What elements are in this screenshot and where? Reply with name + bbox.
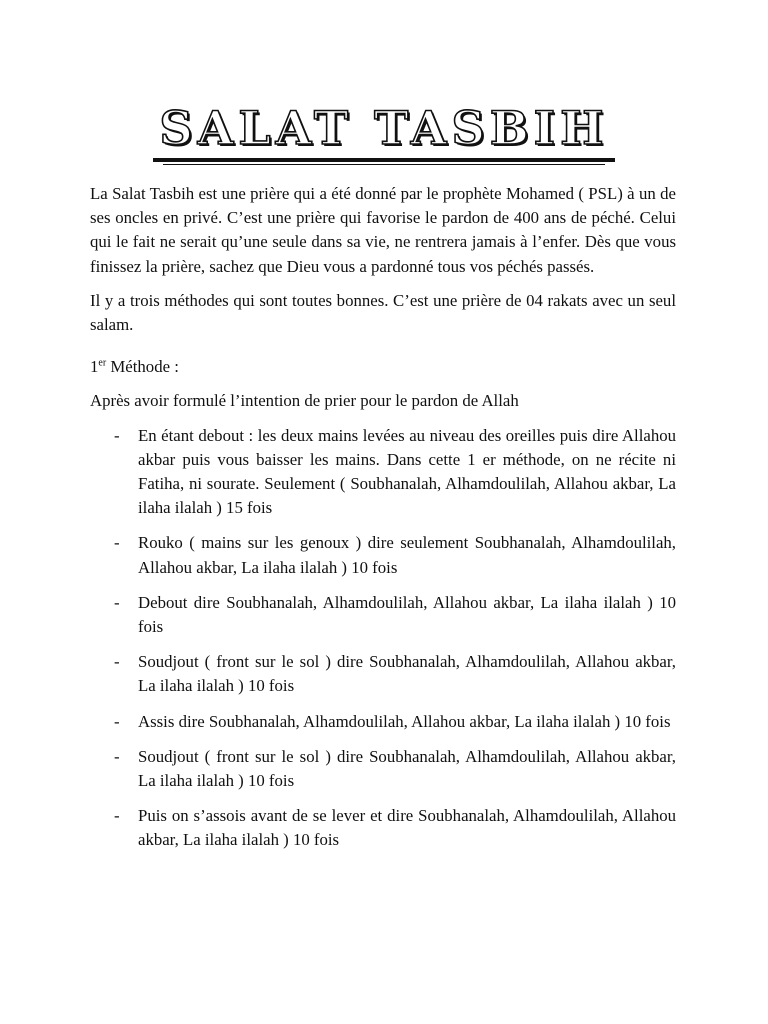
- steps-list: [90, 424, 676, 853]
- list-item: [90, 745, 676, 793]
- step-text: Rouko ( mains sur les genoux ) dire seulement Soubhanalah, Alhamdoulilah, Allahou akbar, La ilaha ilalah ) 10 fois: [138, 533, 676, 577]
- step-text: Soudjout ( front sur le sol ) dire Soubhanalah, Alhamdoulilah, Allahou akbar, La ilaha ilalah ) 10 fois: [138, 746, 676, 791]
- page-title: SALAT TASBIH: [153, 98, 614, 162]
- intro-paragraph-1: La Salat Tasbih est une prière qui a été donné par le prophète Mohamed ( PSL) à un de ses oncles en privé. C’est une prière qui favorise le pardon de 400 ans de péché. Celui qui le fait ne serait qu’une seule dans sa vie, ne rentrera jamais à l’enfer. Dès que vous finissez la prière, sachez que Dieu vous a pardonné tous vos péchés passés.: [90, 184, 676, 276]
- method-number-superscript: er: [98, 357, 107, 369]
- method-label: Méthode :: [110, 357, 179, 377]
- step-text: En étant debout : les deux mains levées au niveau des oreilles puis dire Allahou akbar puis vous baisser les mains. Dans cette 1 er méthode, on ne récite ni Fatiha, ni sourate. Seulement ( Soubhanalah, Alhamdoulilah, Allahou akbar, La ilaha ilalah ) 15 fois: [138, 425, 676, 518]
- bullet-dash: -: [114, 746, 120, 766]
- bullet-dash: -: [114, 806, 120, 826]
- intro-paragraph-2: Il y a trois méthodes qui sont toutes bonnes. C’est une prière de 04 rakats avec un seul salam.: [90, 290, 676, 335]
- bullet-dash: -: [114, 711, 120, 731]
- bullet-dash: -: [114, 592, 120, 612]
- list-item: [90, 650, 676, 698]
- step-text: Puis on s’assois avant de se lever et dire Soubhanalah, Alhamdoulilah, Allahou akbar, La ilaha ilalah ) 10 fois: [138, 806, 676, 850]
- method-heading: [90, 355, 676, 379]
- bullet-dash: -: [114, 425, 120, 445]
- step-text: Soudjout ( front sur le sol ) dire Soubhanalah, Alhamdoulilah, Allahou akbar, La ilaha ilalah ) 10 fois: [138, 652, 676, 696]
- list-item: [90, 710, 676, 734]
- method-intro: Après avoir formulé l’intention de prier pour le pardon de Allah: [90, 391, 519, 411]
- document-body: [90, 182, 676, 864]
- bullet-dash: -: [114, 533, 120, 553]
- method-number: 1: [90, 357, 99, 377]
- list-item: [90, 424, 676, 521]
- step-text: Assis dire Soubhanalah, Alhamdoulilah, Allahou akbar, La ilaha ilalah ) 10 fois: [138, 711, 671, 731]
- title-block: [0, 98, 768, 165]
- list-item: [90, 591, 676, 639]
- list-item: [90, 531, 676, 579]
- step-text: Debout dire Soubhanalah, Alhamdoulilah, Allahou akbar, La ilaha ilalah ) 10 fois: [138, 592, 676, 637]
- list-item: [90, 804, 676, 852]
- title-underline: [163, 164, 605, 165]
- bullet-dash: -: [114, 652, 120, 672]
